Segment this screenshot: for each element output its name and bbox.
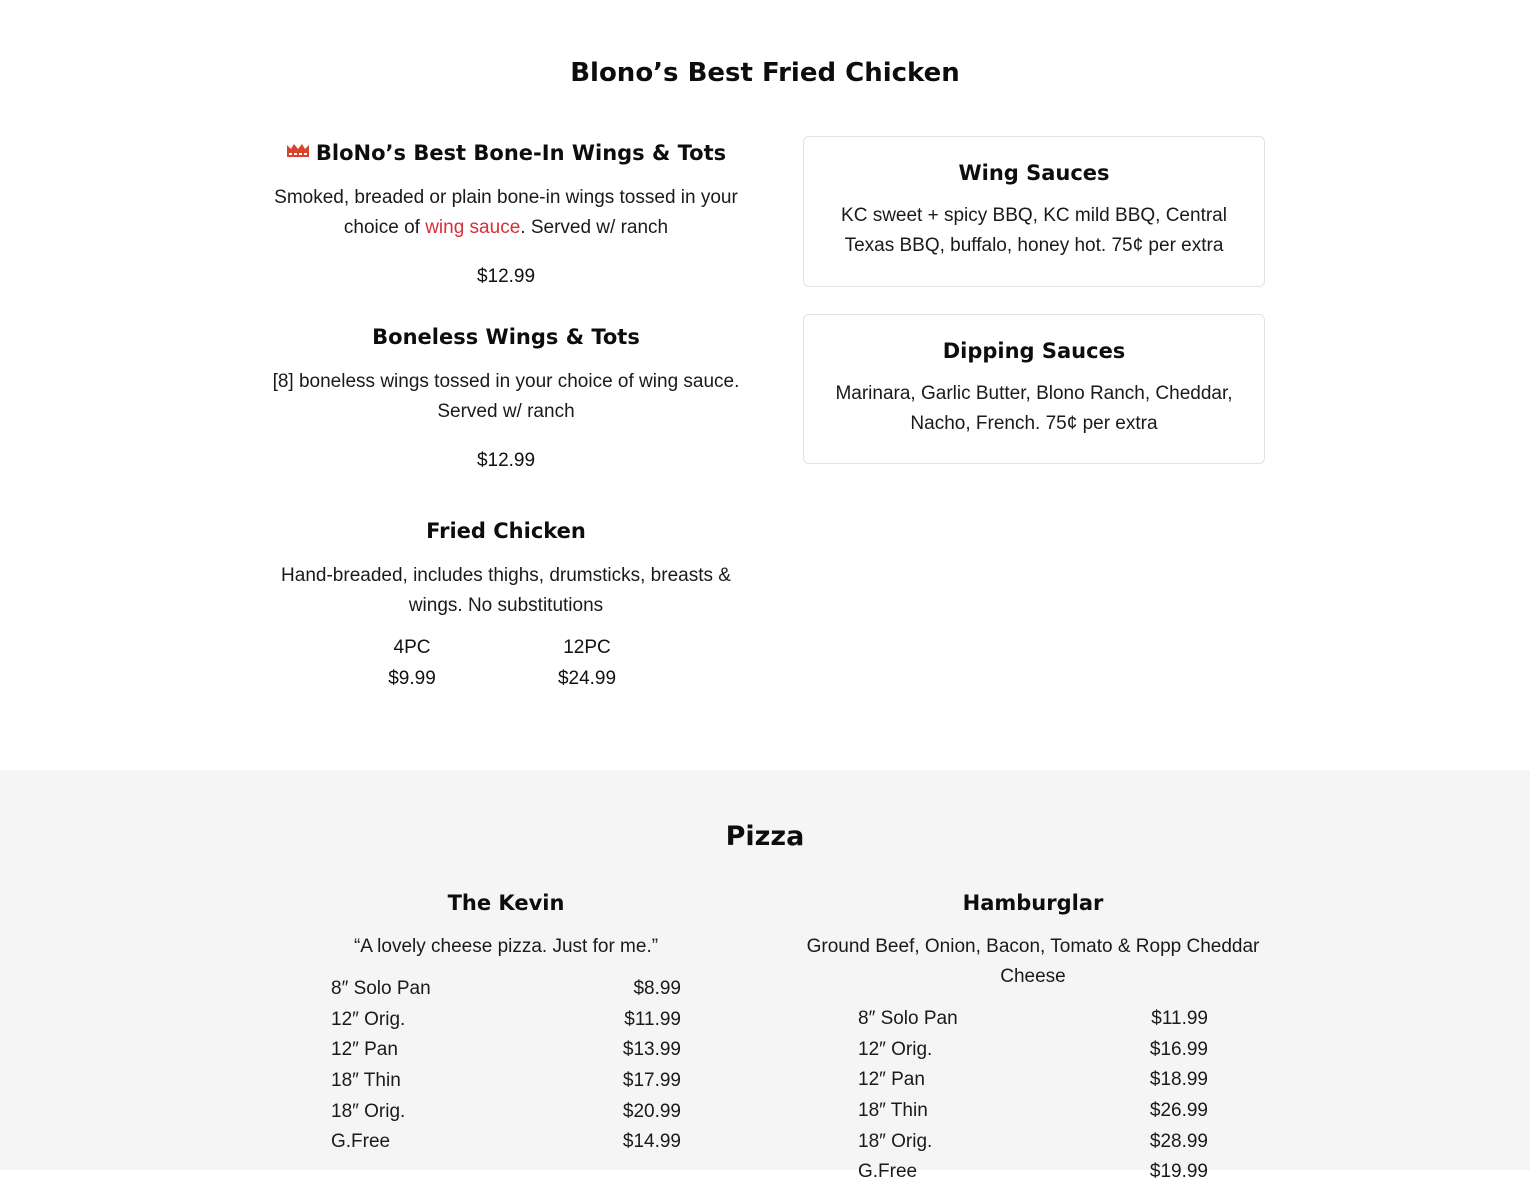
price-row (858, 1127, 1208, 1158)
size-price: $16.99 (1149, 1038, 1208, 1060)
size-label: 8″ Solo Pan (858, 1008, 958, 1029)
price-row (858, 1004, 1208, 1035)
size-label: G.Free (331, 1131, 391, 1153)
item-title: The Kevin (447, 891, 565, 915)
size-label: 8″ Solo Pan (331, 978, 431, 999)
item-title: Fried Chicken (426, 519, 586, 543)
price-row (858, 1096, 1208, 1127)
box-description: Marinara, Garlic Butter, Blono Ranch, Cheddar, Nacho, French. 75¢ per extra (835, 383, 1233, 434)
size-label: 4PC (393, 637, 431, 658)
item-description: Ground Beef, Onion, Bacon, Tomato & Ropp Cheddar Cheese (806, 936, 1260, 987)
box-description: KC sweet + spicy BBQ, KC mild BBQ, Central Texas BBQ, buffalo, honey hot. 75¢ per extra (841, 205, 1227, 256)
box-title: Wing Sauces (958, 161, 1110, 185)
item-title-text: BloNo’s Best Bone-In Wings & Tots (315, 141, 727, 165)
size-option-12pc (527, 632, 647, 694)
price-list-the-kevin (331, 974, 681, 1158)
item-title: Hamburglar (962, 891, 1104, 915)
item-price: $12.99 (476, 450, 536, 471)
menu-item-the-kevin (271, 887, 741, 962)
size-label: 18″ Orig. (331, 1100, 406, 1122)
size-option-4pc (352, 632, 472, 694)
size-label: 18″ Thin (331, 1070, 401, 1092)
price-row (331, 1066, 681, 1097)
size-price: $28.99 (1149, 1130, 1208, 1152)
pizza-section (0, 770, 1530, 1183)
section-title: Pizza (725, 821, 805, 852)
item-description (266, 183, 746, 243)
size-price: $20.99 (622, 1100, 681, 1122)
size-label: 18″ Orig. (858, 1130, 933, 1152)
menu-item-fried-chicken (266, 515, 746, 621)
price-row (858, 1157, 1208, 1188)
price-row (331, 974, 681, 1005)
price-row (331, 1097, 681, 1128)
size-price: $17.99 (622, 1070, 681, 1092)
item-price: $12.99 (476, 266, 536, 287)
item-description: “A lovely cheese pizza. Just for me.” (353, 936, 659, 957)
size-price: $24.99 (557, 668, 617, 689)
size-price: $14.99 (622, 1131, 681, 1153)
price-row (858, 1035, 1208, 1066)
size-price: $19.99 (1149, 1161, 1208, 1183)
item-description-text-end: . Served w/ ranch (520, 217, 669, 238)
price-row (331, 1035, 681, 1066)
size-price: $8.99 (633, 978, 681, 999)
size-label: 12″ Pan (858, 1069, 925, 1091)
size-label: 12″ Orig. (331, 1008, 406, 1030)
price-row (331, 1127, 681, 1158)
size-price: $11.99 (624, 1008, 681, 1030)
size-price: $13.99 (622, 1039, 681, 1061)
price-row (858, 1065, 1208, 1096)
size-label: 12″ Orig. (858, 1038, 933, 1060)
size-label: 18″ Thin (858, 1100, 928, 1122)
item-description: [8] boneless wings tossed in your choice of wing sauce. Served w/ ranch (272, 371, 740, 422)
box-title: Dipping Sauces (942, 339, 1126, 363)
size-price: $9.99 (388, 668, 436, 689)
section-title: Blono’s Best Fried Chicken (570, 58, 960, 88)
item-description: Hand-breaded, includes thighs, drumsticks, breasts & wings. No substitutions (281, 565, 731, 616)
wing-sauce-link[interactable]: wing sauce (425, 217, 521, 238)
menu-item-bone-in-wings (266, 137, 746, 291)
menu-item-hamburglar (798, 887, 1268, 992)
wing-sauces-box (803, 136, 1265, 287)
item-description-text: Smoked, breaded or plain bone-in wings tossed in your choice of (274, 187, 738, 238)
item-title: Boneless Wings & Tots (372, 325, 640, 349)
size-label: 12PC (563, 637, 611, 658)
size-label: G.Free (858, 1161, 918, 1183)
item-title (266, 137, 746, 169)
size-price: $26.99 (1149, 1100, 1208, 1122)
crown-icon (286, 143, 310, 157)
price-row (331, 1005, 681, 1036)
menu-item-boneless-wings (266, 321, 746, 475)
dipping-sauces-box (803, 314, 1265, 464)
size-price: $18.99 (1149, 1069, 1208, 1091)
size-price: $11.99 (1151, 1008, 1208, 1029)
price-list-hamburglar (858, 1004, 1208, 1188)
size-label: 12″ Pan (331, 1039, 398, 1061)
